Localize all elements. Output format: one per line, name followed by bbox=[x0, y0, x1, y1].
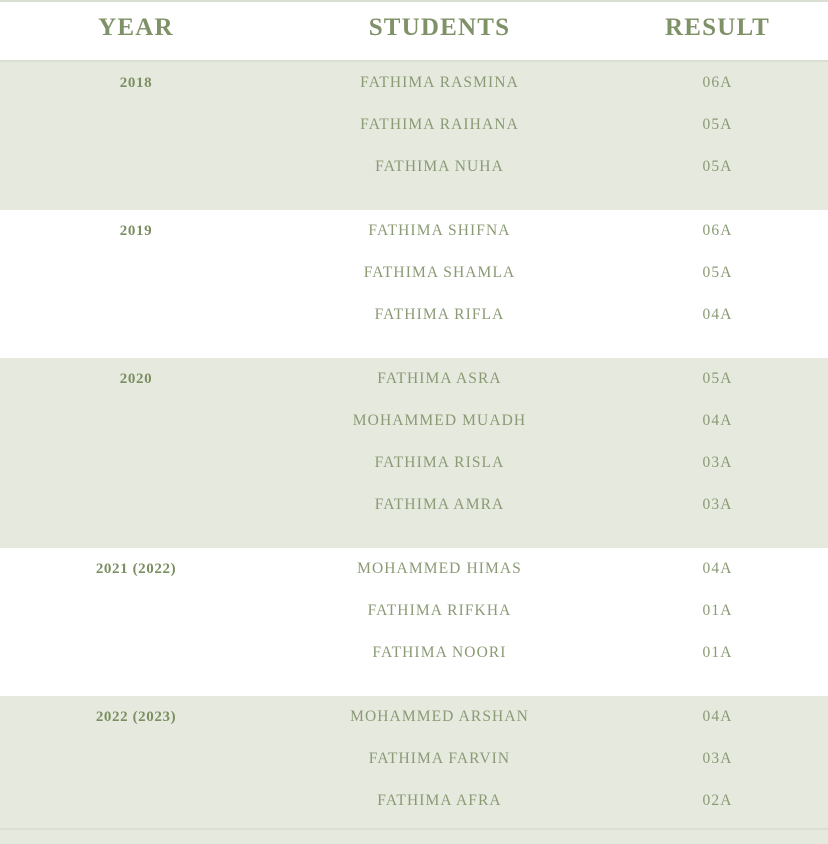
cell-result: 01A bbox=[607, 590, 828, 632]
spacer-cell bbox=[607, 674, 828, 696]
column-header-year: YEAR bbox=[0, 1, 272, 61]
cell-student: FATHIMA SHAMLA bbox=[272, 252, 607, 294]
cell-year: 2020 bbox=[0, 358, 272, 400]
cell-student: FATHIMA NOORI bbox=[272, 632, 607, 674]
cell-year: 2022 (2023) bbox=[0, 696, 272, 738]
cell-year bbox=[0, 632, 272, 674]
cell-year bbox=[0, 252, 272, 294]
table-header-row bbox=[0, 1, 828, 61]
group-spacer bbox=[0, 674, 828, 696]
cell-result: 03A bbox=[607, 484, 828, 526]
spacer-cell bbox=[0, 336, 272, 358]
cell-student: FATHIMA AMRA bbox=[272, 484, 607, 526]
cell-student: FATHIMA FARVIN bbox=[272, 738, 607, 780]
table-row bbox=[0, 210, 828, 252]
spacer-cell bbox=[0, 526, 272, 548]
cell-result: 06A bbox=[607, 61, 828, 104]
table-row bbox=[0, 484, 828, 526]
cell-year: 2019 bbox=[0, 210, 272, 252]
spacer-cell bbox=[272, 526, 607, 548]
spacer-cell bbox=[607, 336, 828, 358]
cell-result: 04A bbox=[607, 294, 828, 336]
table-row bbox=[0, 252, 828, 294]
group-spacer bbox=[0, 336, 828, 358]
table-row bbox=[0, 738, 828, 780]
cell-student: MOHAMMED ARSHAN bbox=[272, 696, 607, 738]
cell-year bbox=[0, 484, 272, 526]
table-row bbox=[0, 442, 828, 484]
cell-result: 01A bbox=[607, 632, 828, 674]
table-row bbox=[0, 632, 828, 674]
cell-year bbox=[0, 442, 272, 484]
cell-result: 04A bbox=[607, 696, 828, 738]
bottom-divider bbox=[0, 828, 828, 830]
table-row bbox=[0, 548, 828, 590]
table-row bbox=[0, 146, 828, 188]
table-body bbox=[0, 61, 828, 844]
cell-student: FATHIMA RAIHANA bbox=[272, 104, 607, 146]
column-header-students: STUDENTS bbox=[272, 1, 607, 61]
spacer-cell bbox=[607, 822, 828, 844]
cell-result: 04A bbox=[607, 548, 828, 590]
spacer-cell bbox=[0, 188, 272, 210]
table-row bbox=[0, 104, 828, 146]
cell-student: FATHIMA RIFKHA bbox=[272, 590, 607, 632]
cell-year bbox=[0, 590, 272, 632]
cell-year bbox=[0, 104, 272, 146]
cell-year: 2018 bbox=[0, 61, 272, 104]
cell-result: 04A bbox=[607, 400, 828, 442]
table-row bbox=[0, 294, 828, 336]
cell-year bbox=[0, 780, 272, 822]
table-row bbox=[0, 61, 828, 104]
spacer-cell bbox=[272, 336, 607, 358]
group-spacer bbox=[0, 188, 828, 210]
spacer-cell bbox=[607, 188, 828, 210]
table-row bbox=[0, 780, 828, 822]
spacer-cell bbox=[0, 674, 272, 696]
table-row bbox=[0, 358, 828, 400]
cell-year bbox=[0, 146, 272, 188]
cell-year bbox=[0, 400, 272, 442]
cell-result: 03A bbox=[607, 738, 828, 780]
spacer-cell bbox=[607, 526, 828, 548]
spacer-cell bbox=[0, 822, 272, 844]
cell-year bbox=[0, 294, 272, 336]
cell-student: FATHIMA AFRA bbox=[272, 780, 607, 822]
cell-student: FATHIMA SHIFNA bbox=[272, 210, 607, 252]
cell-result: 02A bbox=[607, 780, 828, 822]
cell-student: FATHIMA RASMINA bbox=[272, 61, 607, 104]
cell-year: 2021 (2022) bbox=[0, 548, 272, 590]
spacer-cell bbox=[272, 188, 607, 210]
cell-result: 05A bbox=[607, 358, 828, 400]
cell-student: FATHIMA ASRA bbox=[272, 358, 607, 400]
group-spacer bbox=[0, 526, 828, 548]
table-row bbox=[0, 696, 828, 738]
cell-result: 05A bbox=[607, 146, 828, 188]
cell-result: 05A bbox=[607, 104, 828, 146]
cell-student: FATHIMA RISLA bbox=[272, 442, 607, 484]
column-header-result: RESULT bbox=[607, 1, 828, 61]
cell-student: FATHIMA NUHA bbox=[272, 146, 607, 188]
spacer-cell bbox=[272, 674, 607, 696]
cell-result: 06A bbox=[607, 210, 828, 252]
cell-student: FATHIMA RIFLA bbox=[272, 294, 607, 336]
spacer-cell bbox=[272, 822, 607, 844]
cell-student: MOHAMMED HIMAS bbox=[272, 548, 607, 590]
cell-result: 03A bbox=[607, 442, 828, 484]
cell-student: MOHAMMED MUADH bbox=[272, 400, 607, 442]
table-row bbox=[0, 400, 828, 442]
table-header bbox=[0, 1, 828, 61]
table-row bbox=[0, 590, 828, 632]
cell-result: 05A bbox=[607, 252, 828, 294]
cell-year bbox=[0, 738, 272, 780]
group-spacer bbox=[0, 822, 828, 844]
